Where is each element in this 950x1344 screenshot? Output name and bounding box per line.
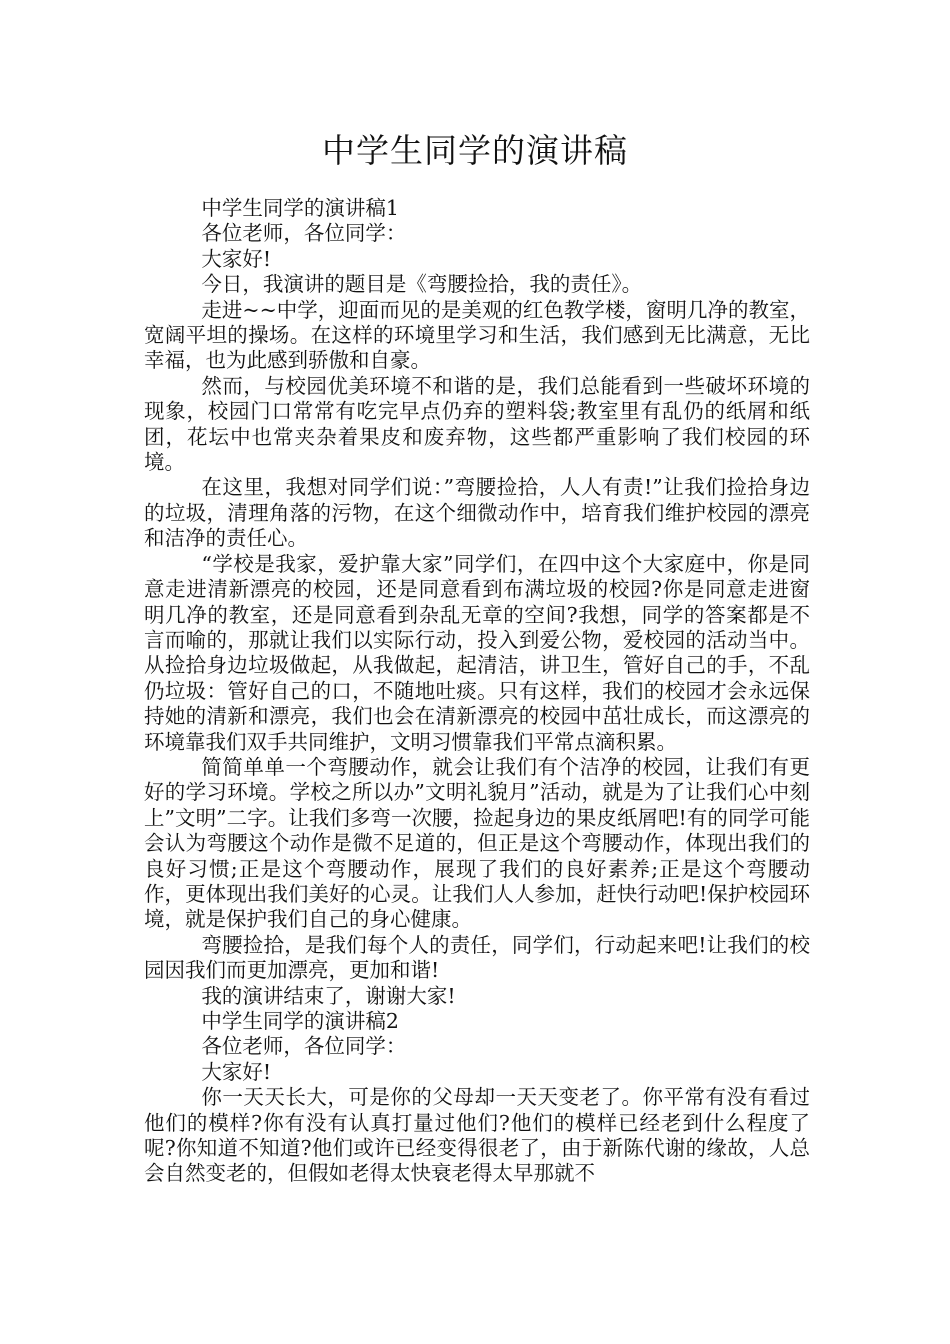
paragraph-hello: 大家好!	[201, 1059, 272, 1084]
paragraph: 然而，与校园优美环境不和谐的是，我们总能看到一些破坏环境的现象，校园门口常常有吃完早点仍弃的塑料袋;教室里有乱仍的纸屑和纸团，花坛中也常夹杂着果皮和废弃物，这些都严重影响了我们校园的环境。	[144, 373, 810, 475]
paragraph-speech-2-heading: 中学生同学的演讲稿2	[201, 1009, 399, 1033]
paragraph-closing: 我的演讲结束了，谢谢大家!	[201, 983, 456, 1008]
document-title: 中学生同学的演讲稿	[322, 131, 628, 170]
paragraph: 简简单单一个弯腰动作，就会让我们有个洁净的校园，让我们有更好的学习环境。学校之所以办”文明礼貌月”活动，就是为了让我们心中刻上”文明”二字。让我们多弯一次腰，捡起身边的果皮纸屑吧!有的同学可能会认为弯腰这个动作是微不足道的，但正是这个弯腰动作，体现出我们的良好习惯;正是这个弯腰动作，展现了我们的良好素养;正是这个弯腰动作，更体现出我们美好的心灵。让我们人人参加，赶快行动吧!保护校园环境，就是保护我们自己的身心健康。	[144, 754, 810, 932]
paragraph: 走进~~中学，迎面而见的是美观的红色教学楼，窗明几净的教室，宽阔平坦的操场。在这样的环境里学习和生活，我们感到无比满意，无比幸福，也为此感到骄傲和自豪。	[144, 297, 810, 373]
paragraph: 今日，我演讲的题目是《弯腰捡拾，我的责任》。	[201, 272, 643, 297]
document-body	[144, 196, 810, 1187]
paragraph: 在这里，我想对同学们说：”弯腰捡拾，人人有责!”让我们捡拾身边的垃圾，清理角落的污物，在这个细微动作中，培育我们维护校园的漂亮和洁净的责任心。	[144, 475, 810, 551]
paragraph-speech-1-heading: 中学生同学的演讲稿1	[201, 196, 399, 220]
paragraph: 你一天天长大，可是你的父母却一天天变老了。你平常有没有看过他们的模样?你有没有认真打量过他们?他们的模样已经老到什么程度了呢?你知道不知道?他们或许已经变得很老了，由于新陈代谢的缘故，人总会自然变老的，但假如老得太快衰老得太早那就不	[144, 1085, 810, 1186]
paragraph-greeting: 各位老师，各位同学：	[201, 1034, 407, 1059]
paragraph-greeting: 各位老师，各位同学：	[201, 221, 407, 246]
paragraph: “学校是我家，爱护靠大家”同学们，在四中这个大家庭中，你是同意走进清新漂亮的校园，还是同意看到布满垃圾的校园?你是同意走进窗明几净的教室，还是同意看到杂乱无章的空间?我想，同学的答案都是不言而喻的，那就让我们以实际行动，投入到爱公物，爱校园的活动当中。从捡拾身边垃圾做起，从我做起，起清洁，讲卫生，管好自己的手，不乱仍垃圾：管好自己的口，不随地吐痰。只有这样，我们的校园才会永远保持她的清新和漂亮，我们也会在清新漂亮的校园中茁壮成长，而这漂亮的环境靠我们双手共同维护，文明习惯靠我们平常点滴积累。	[144, 551, 810, 754]
paragraph-hello: 大家好!	[201, 246, 272, 271]
paragraph: 弯腰捡拾，是我们每个人的责任，同学们，行动起来吧!让我们的校园因我们而更加漂亮，更加和谐!	[144, 932, 810, 983]
